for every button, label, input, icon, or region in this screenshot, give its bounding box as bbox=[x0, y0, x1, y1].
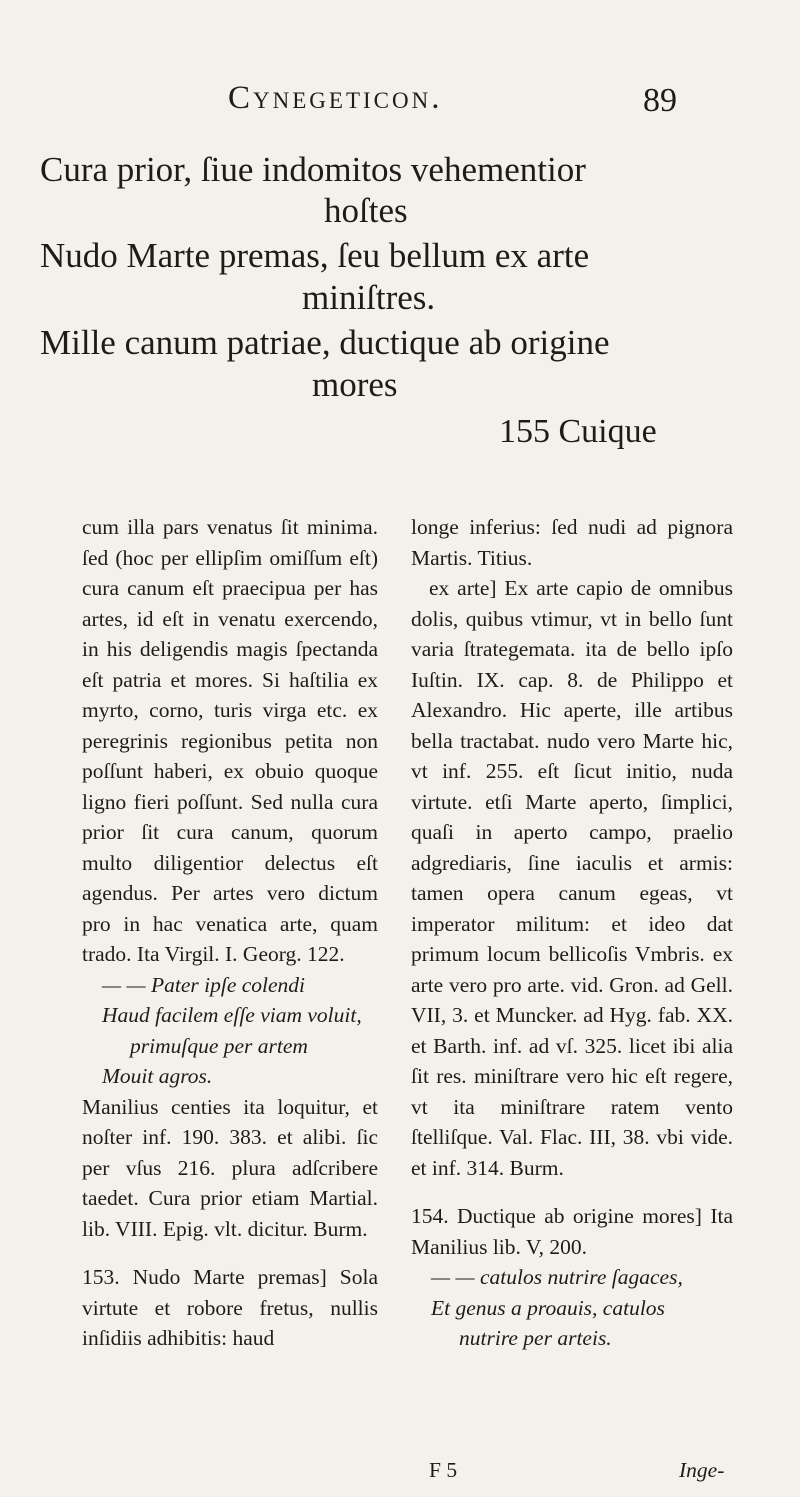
commentary-note-153: 153. Nudo Marte premas] Sola virtute et robore fretus, nullis inſidiis adhibitis: haud bbox=[82, 1265, 378, 1350]
virgil-quote bbox=[82, 970, 378, 1092]
quote-line: nutrire per arteis. bbox=[459, 1326, 612, 1350]
commentary-right-column bbox=[411, 512, 733, 1354]
quote-line: Mouit agros. bbox=[102, 1064, 213, 1088]
catchline: 155 Cuique bbox=[499, 413, 657, 450]
running-head: Cynegeticon. bbox=[228, 80, 443, 116]
signature-mark: F 5 bbox=[429, 1458, 458, 1482]
commentary-paragraph: cum illa pars venatus ſit minima. ſed (hoc per ellipſim omiſſum eſt) cura canum eſt praecipua per has artes, id eſt in venatu exercendo, in his deligendis magis ſpectanda eſt patria et mores. Si haſtilia ex myrto, corno, turis virga etc. ex peregrinis regionibus petita non poſſunt haberi, ex obuio quoque ligno fieri poſſunt. Sed nulla cura prior ſit cura canum, quorum multo diligentior delectus eſt agendus. Per artes vero dictum pro in hac venatica arte, quam trado. Ita Virgil. I. Georg. 122. bbox=[82, 515, 378, 966]
quote-line: Et genus a proauis, catulos bbox=[431, 1295, 665, 1320]
verse-line: mores bbox=[312, 365, 398, 404]
verse-line: hoſtes bbox=[324, 191, 408, 230]
commentary-paragraph: longe inferius: ſed nudi ad pignora Martis. Titius. bbox=[411, 515, 733, 570]
commentary-note-ex-arte: ex arte] Ex arte capio de omnibus dolis, quibus vtimur, vt in bello ſunt varia ſtrategemata. ita de bello ipſo Iuſtin. IX. cap. 8. de Philippo et Alexandro. Hic aperte, ille artibus bella tractabat. nudo vero Marte hic, vt inf. 255. eſt ſicut initio, nuda virtute. etſi Marte aperto, ſimplici, quaſi in aperto campo, praelio adgrediaris, ſine iaculis et armis: tamen opera canum egeas, vt imperator militum: et ideo dat primum locum bellicoſis Vmbris. ex arte vero pro arte. vid. Gron. ad Gell. VII, 3. et Muncker. ad Hyg. fab. XX. et Barth. inf. ad vſ. 325. licet ibi alia ſit res. miniſtrare vero hic eſt regere, vt ita miniſtrare ratem vento ſtelliſque. Val. Flac. III, 38. vbi vide. et inf. 314. Burm. bbox=[411, 576, 733, 1180]
commentary-paragraph: Manilius centies ita loquitur, et noſter inf. 190. 383. et alibi. ſic per vſus 216. plura adſcribere taedet. Cura prior etiam Martial. lib. VIII. Epig. vlt. dicitur. Burm. bbox=[82, 1094, 378, 1241]
verse-line: Nudo Marte premas, ſeu bellum ex arte bbox=[40, 236, 590, 275]
commentary-note-154: 154. Ductique ab origine mores] Ita Manilius lib. V, 200. bbox=[411, 1204, 733, 1259]
verse-line: Cura prior, ſiue indomitos vehementior bbox=[40, 150, 586, 189]
catchword: Inge- bbox=[679, 1458, 725, 1482]
verse-line: Mille canum patriae, ductique ab origine bbox=[40, 323, 610, 362]
commentary-left-column bbox=[82, 512, 378, 1354]
page-number: 89 bbox=[643, 82, 677, 119]
manilius-quote bbox=[411, 1262, 733, 1354]
page-header bbox=[0, 80, 800, 140]
quote-line: Haud facilem eſſe viam voluit, bbox=[102, 1003, 362, 1027]
quote-line: primuſque per artem bbox=[130, 1033, 308, 1058]
verse-line: miniſtres. bbox=[302, 278, 436, 317]
quote-line: — — Pater ipſe colendi bbox=[102, 972, 306, 997]
quote-line: — — catulos nutrire ſagaces, bbox=[431, 1265, 683, 1289]
